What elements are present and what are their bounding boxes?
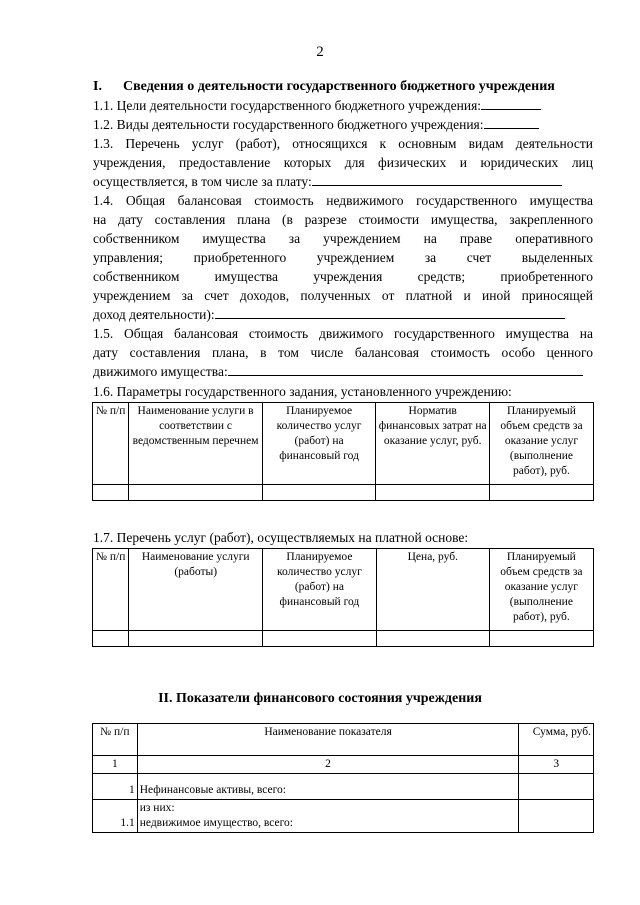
table-header-row (93, 403, 594, 485)
column-number-row (93, 756, 594, 774)
row-number: 1.1 (93, 800, 138, 833)
header-cell: Планируемый объем средств за оказание услуг (выполнение работ), руб. (489, 549, 593, 631)
item-1-2 (93, 115, 593, 134)
header-cell: Сумма, руб. (519, 724, 594, 756)
header-cell: № п/п (93, 724, 138, 756)
item-1-5-line-3 (93, 362, 593, 381)
header-cell: Наименование услуги (работы) (129, 549, 263, 631)
item-1-4-line-2: на дату составления плана (в разрезе стоимости имущества, закрепленного (93, 212, 593, 227)
blank-line (228, 363, 583, 376)
header-cell: Планируемый объем средств за оказание услуг (выполнение работ), руб. (489, 403, 593, 485)
empty-cell (93, 485, 129, 501)
section-1-roman: I. (93, 79, 102, 94)
header-cell: Наименование услуги в соответствии с ведомственным перечнем (129, 403, 262, 485)
blank-line (481, 97, 541, 110)
row-name-sub: из них: (139, 802, 175, 814)
table-row (93, 485, 594, 501)
empty-cell (376, 631, 489, 647)
item-1-5-line-1: 1.5. Общая балансовая стоимость движимого государственного имущества на (93, 326, 593, 341)
item-1-1-text: 1.1. Цели деятельности государственного бюджетного учреждения: (93, 98, 482, 113)
section-1-title-text: Сведения о деятельности государственного бюджетного учреждения (123, 79, 555, 94)
item-1-4-line-1: 1.4. Общая балансовая стоимость недвижимого государственного имущества (93, 193, 593, 208)
blank-line (215, 306, 565, 319)
header-cell: Цена, руб. (376, 549, 489, 631)
header-cell: Планируемое количество услуг (работ) на финансовый год (262, 549, 376, 631)
header-cell: Наименование показателя (137, 724, 519, 756)
section-2-title: II. Показатели финансового состояния учреждения (158, 691, 482, 706)
row-name (137, 800, 519, 833)
header-cell: Планируемое количество услуг (работ) на финансовый год (262, 403, 376, 485)
item-1-4-line-5: собственником имущества учреждения средств; приобретенного (93, 269, 593, 284)
item-1-7: 1.7. Перечень услуг (работ), осуществляемых на платной основе: (93, 530, 469, 545)
header-cell: № п/п (93, 403, 129, 485)
column-number-cell: 3 (519, 756, 594, 774)
empty-cell (129, 485, 262, 501)
empty-cell (376, 485, 490, 501)
table-header-row (93, 549, 594, 631)
row-sum (519, 774, 594, 800)
item-1-1 (93, 96, 593, 115)
table-state-assignment (92, 402, 594, 501)
item-1-3-line-3 (93, 172, 593, 191)
item-1-4-text: доход деятельности): (93, 307, 215, 322)
row-sum (519, 800, 594, 833)
empty-cell (489, 631, 593, 647)
item-1-4-line-4: управления; приобретенного учреждением за счет выделенных (93, 250, 593, 265)
table-row (93, 774, 594, 800)
column-number-cell: 2 (137, 756, 519, 774)
column-number-cell: 1 (93, 756, 138, 774)
page-number: 2 (316, 44, 324, 60)
item-1-6: 1.6. Параметры государственного задания, установленного учреждению: (93, 384, 512, 399)
blank-line (312, 173, 562, 186)
table-header-row (93, 724, 594, 756)
item-1-3-line-1: 1.3. Перечень услуг (работ), относящихся к основным видам деятельности (93, 136, 593, 151)
item-1-4-line-3: собственником имущества за учреждением на праве оперативного (93, 231, 593, 246)
row-number: 1 (93, 774, 138, 800)
empty-cell (262, 485, 376, 501)
blank-line (484, 116, 539, 129)
table-paid-services (92, 548, 594, 647)
table-row (93, 631, 594, 647)
empty-cell (129, 631, 263, 647)
section-1-title (93, 79, 593, 95)
item-1-2-text: 1.2. Виды деятельности государственного бюджетного учреждения: (93, 117, 484, 132)
item-1-4-line-7 (93, 305, 593, 324)
row-name: Нефинансовые активы, всего: (137, 774, 519, 800)
item-1-3-text: осуществляется, в том числе за плату: (93, 174, 312, 189)
table-row (93, 800, 594, 833)
empty-cell (489, 485, 593, 501)
empty-cell (93, 631, 129, 647)
item-1-4-line-6: учреждением за счет доходов, полученных от платной и иной приносящей (93, 288, 593, 303)
row-name-main: недвижимое имущество, всего: (139, 817, 294, 829)
header-cell: № п/п (93, 549, 129, 631)
item-1-3-line-2: учреждения, предоставление которых для физических и юридических лиц (93, 155, 593, 170)
item-1-5-line-2: дату составления плана, в том числе балансовая стоимость особо ценного (93, 345, 593, 360)
table-financial-indicators (92, 723, 594, 833)
empty-cell (262, 631, 376, 647)
header-cell: Норматив финансовых затрат на оказание услуг, руб. (376, 403, 490, 485)
item-1-5-text: движимого имущества: (93, 364, 228, 379)
